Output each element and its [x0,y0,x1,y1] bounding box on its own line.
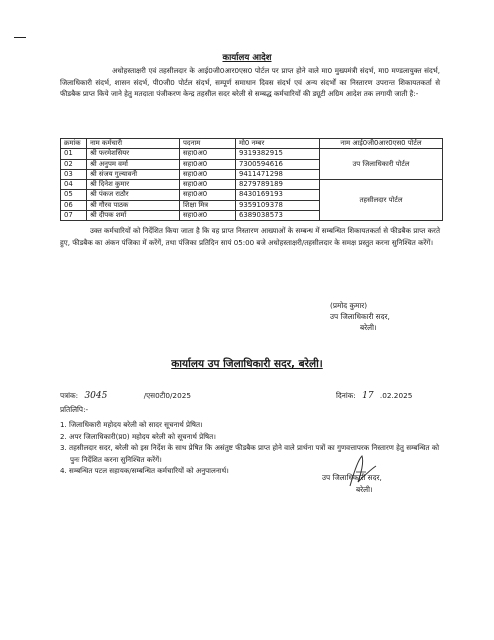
cell-name: श्री गौरव पाठक [87,200,180,210]
cell-sn: 06 [61,200,87,210]
signature-block-2 [322,472,382,495]
patrank-line: पत्रांक: 3045 /एस0टी0/2025 [60,391,191,401]
cell-portal-group-1: उप जिलाधिकारी पोर्टल [320,149,443,180]
cell-mobile: 9319382915 [236,149,320,159]
table-row [61,149,443,159]
column-header-sn: क्रमांक [61,139,87,149]
cell-post: शिक्षा मित्र [180,200,236,210]
cell-mobile: 6389038573 [236,211,320,221]
list-item: 2. अपर जिलाधिकारी(प्र0) महोदय बरेली को सूचनार्थ प्रेषित। [60,431,216,441]
column-header-mobile: मो0 नम्बर [236,139,320,149]
column-header-portal: नाम आई0जी0आर0एस0 पोर्टल [320,139,443,149]
cell-mobile: 9359109378 [236,200,320,210]
cell-post: सहा0अ0 [180,211,236,221]
column-header-name: नाम कर्मचारी [87,139,180,149]
list-item: 3. तहसीलदार सदर, बरेली को इस निर्देश के साथ प्रेषित कि असंतुष्ट फीडबैक प्राप्त होने वाले प्रार्थना पत्रों का गुणवत्तापरक निस्तारण हेतु सम्बन्धित को पुनः निर्देशित करना सुनिश्चित करेंगें। [60,443,440,464]
margin-mark [14,37,26,38]
cell-name: श्री संजय गुल्यावनी [87,169,180,179]
order-heading: कार्यालय आदेश [222,53,272,63]
date-day: 17 [362,391,374,401]
patrank-label: पत्रांक [60,391,76,400]
cell-mobile: 8279789189 [236,180,320,190]
table-row [61,180,443,190]
list-item: 4. सम्बन्धित पटल सहायक/सम्बन्धित कर्मचारियों को अनुपालनार्थ। [60,466,229,476]
column-header-post: पदनाम [180,139,236,149]
cell-sn: 03 [61,169,87,179]
patrank-ref-code: /एस0टी0/2025 [143,391,191,400]
order-paragraph-2-text: उक्त कर्मचारियों को निर्देशित किया जाता है कि वह प्राप्त निस्तारण आख्याओं के सम्बन्ध में सम्बन्धित शिकायतकर्ता से फीडबैक प्राप्त करते हुए, फीडबैक का अंकन पंजिका में करेंगें, तथा पंजिका प्रतिदिन सायं 05:00 बजे अधोहस्ताक्षरी/तहसीलदार के समक्ष प्रस्तुत करना सुनिश्चित करेंगें। [60,226,440,247]
cell-sn: 02 [61,159,87,169]
cell-sn: 07 [61,211,87,221]
staff-table [60,138,443,221]
cell-name: श्री दीपक शर्मा [87,211,180,221]
cell-name: श्री अनुपम वर्मा [87,159,180,169]
cell-sn: 01 [61,149,87,159]
date-line: दिनांक: 17 .02.2025 [336,391,413,401]
signatory-designation: उप जिलाधिकारी सदर, [330,312,390,321]
order-paragraph-1 [60,65,440,100]
list-item: 1. जिलाधिकारी महोदय बरेली को सादर सूचनार्थ प्रेषित। [60,420,203,429]
cell-name: श्री दिनेश कुमार [87,180,180,190]
cell-name: श्री पंकज राठौर [87,190,180,200]
patrank-number: 3045 [84,391,108,401]
signatory-place: बरेली। [360,323,377,332]
cell-post: सहा0अ0 [180,190,236,200]
date-rest: .02.2025 [379,391,413,400]
cell-post: सहा0अ0 [180,180,236,190]
cell-mobile: 8430169193 [236,190,320,200]
cell-sn: 04 [61,180,87,190]
date-label: दिनांक [336,391,354,400]
order-paragraph-2 [60,225,440,248]
cell-post: सहा0अ0 [180,159,236,169]
order-paragraph-1-text: अधोहस्ताक्षरी एवं तहसीलदार के आई0जी0आर0एस0 पोर्टल पर प्राप्त होने वाले मा0 मुख्यमंत्री संदर्भ, मा0 मण्डलायुक्त संदर्भ, जिलाधिकारी संदर्भ, शासन संदर्भ, पी0जी0 पोर्टल संदर्भ, सम्पूर्ण समाधान दिवस संदर्भ एवं अन्य संदर्भों का निस्तारण उपरान्त शिकायतकर्ता से फीडबैक प्राप्त किये जाने हेतु मतदाता पंजीकरण केन्द्र तहसील सदर बरेली से सम्बद्ध कर्मचारियों की ड्यूटी अग्रिम आदेश तक लगायी जाती है:- [60,66,440,99]
signatory-name: (प्रमोद कुमार) [330,301,368,310]
office-heading: कार्यालय उप जिलाधिकारी सदर, बरेली। [171,358,323,370]
cell-portal-group-2: तहसीलदार पोर्टल [320,180,443,221]
cell-post: सहा0अ0 [180,169,236,179]
cell-mobile: 7300594616 [236,159,320,169]
table-header-row [61,139,443,149]
cell-mobile: 9411471298 [236,169,320,179]
cell-sn: 05 [61,190,87,200]
copy-label: प्रतिलिपि:- [60,405,89,414]
cell-name: श्री फरमेशसियर [87,149,180,159]
signature-block-1 [330,300,390,333]
cell-post: सहा0अ0 [180,149,236,159]
signatory-designation: उप जिलाधिकारी सदर, [322,473,382,482]
signatory-place: बरेली। [356,484,373,494]
